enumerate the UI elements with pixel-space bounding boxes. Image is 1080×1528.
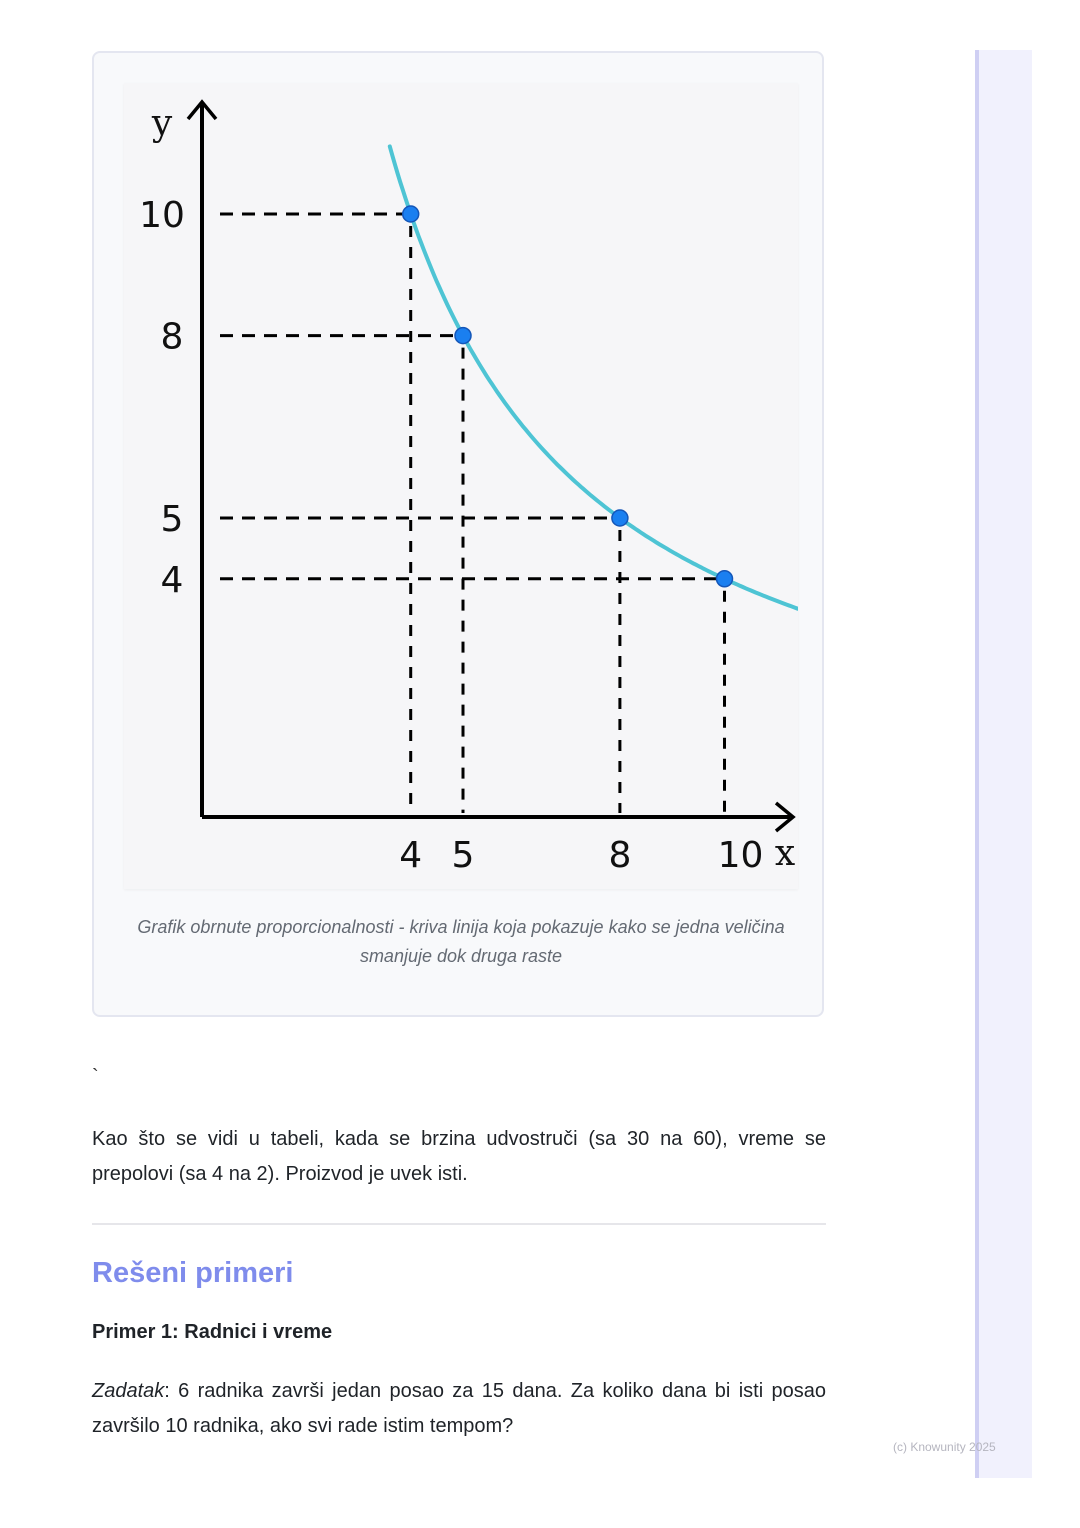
data-point-10-4 — [717, 571, 733, 587]
x-tick-label-8: 8 — [608, 835, 632, 876]
explanation-paragraph: Kao što se vidi u tabeli, kada se brzina udvostruči (sa 30 na 60), vreme se prepolovi (sa 4 na 2). Proizvod je uvek isti. — [92, 1128, 826, 1185]
watermark: (c) Knowunity 2025 — [893, 1440, 996, 1454]
x-tick-label-4: 4 — [399, 835, 423, 876]
section-heading: Rešeni primeri — [92, 1257, 294, 1289]
stray-backtick: ` — [92, 1066, 99, 1088]
side-panel — [975, 50, 1032, 1478]
task-text: : 6 radnika završi jedan posao za 15 dana. Za koliko dana bi isti posao završilo 10 radnika, ako svi rade istim tempom? — [92, 1380, 826, 1437]
x-tick-label-10: 10 — [717, 835, 764, 876]
figure-card — [92, 51, 824, 1017]
example-title: Primer 1: Radnici i vreme — [92, 1321, 333, 1343]
figure-caption: Grafik obrnute proporcionalnosti - kriva linija koja pokazuje kako se jedna veličina smanjuje dok druga raste — [137, 917, 785, 966]
task-label: Zadatak — [92, 1380, 165, 1402]
y-tick-label-5: 5 — [160, 499, 184, 540]
side-panel-border — [975, 50, 979, 1478]
section-divider — [92, 1223, 826, 1225]
y-tick-label-10: 10 — [139, 195, 185, 236]
y-axis-label: y — [151, 103, 173, 144]
task-paragraph — [92, 1374, 826, 1444]
inverse-curve — [390, 146, 798, 608]
data-point-5-8 — [455, 328, 471, 344]
x-tick-label-5: 5 — [451, 835, 475, 876]
data-point-8-5 — [612, 510, 628, 526]
chart-svg — [124, 83, 798, 889]
y-tick-label-4: 4 — [160, 559, 184, 601]
data-point-4-10 — [403, 206, 419, 222]
y-tick-label-8: 8 — [160, 316, 184, 358]
inverse-proportion-chart — [124, 83, 798, 889]
x-axis-label: x — [774, 833, 796, 874]
